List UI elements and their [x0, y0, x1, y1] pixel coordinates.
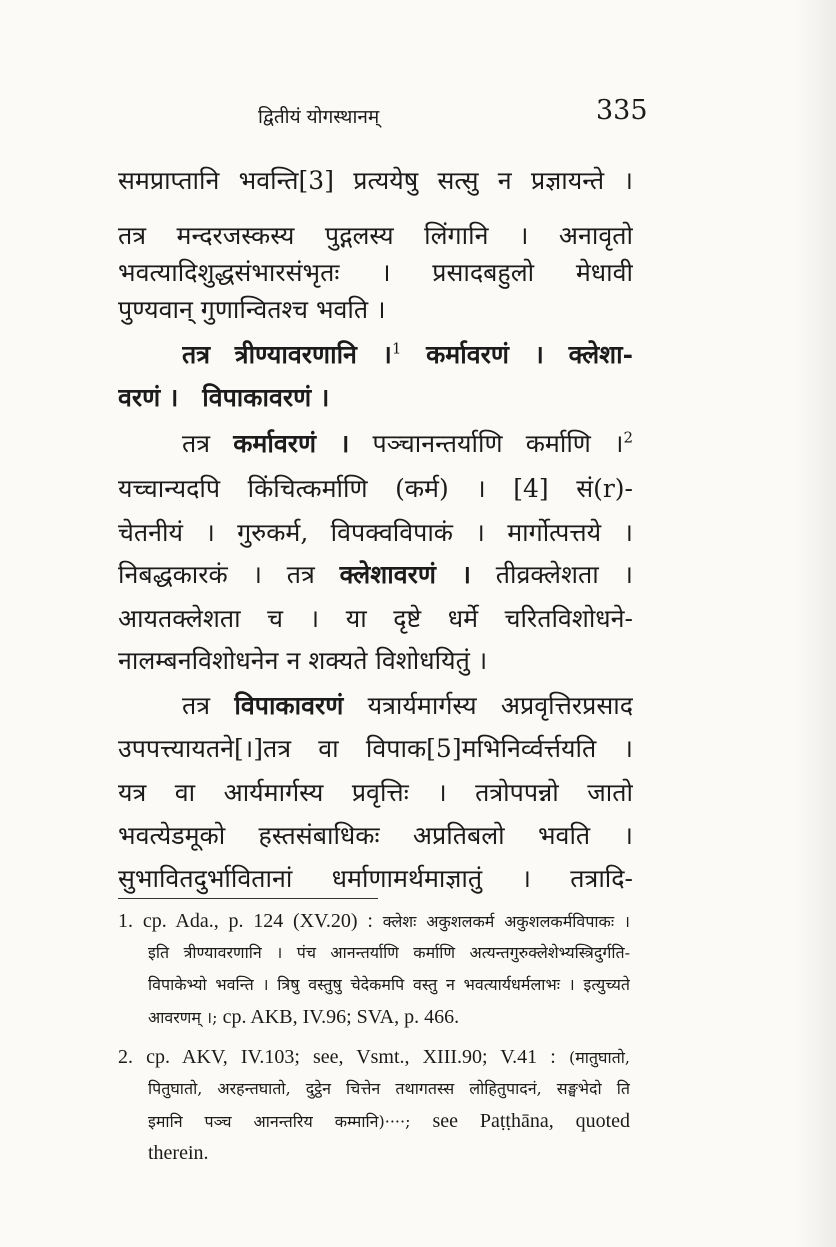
word: तत्र — [182, 429, 211, 458]
word: आवरणम् ।; — [148, 1008, 218, 1027]
footnote-1-line: विपाकेभ्यो भवन्ति । त्रिषु वस्तुषु चेदेकमपि वस्तु न भवत्यार्यधर्मलाभः । इत्युच्यते — [148, 975, 630, 994]
running-title: द्वितीयं योगस्थानम् — [258, 106, 380, 128]
word: वरणं । — [118, 383, 179, 412]
text-line — [182, 426, 633, 466]
text-line — [118, 380, 633, 420]
citation: cp. AKB, IV.96; SVA, p. 466. — [222, 1006, 460, 1028]
text-line: यत्र वा आर्यमार्गस्य प्रवृत्तिः । तत्रोपपन्नो जातो — [118, 778, 633, 807]
text-line: आयतक्लेशता च । या दृष्टे धर्मे चरितविशोधने- — [118, 604, 633, 633]
word: कर्मावरणं । — [233, 429, 350, 458]
text-line — [182, 337, 633, 377]
word: त्रीण्यावरणानि । — [234, 340, 392, 369]
word: क्लेशा- — [568, 340, 633, 369]
text-line: पुण्यवान् गुणान्वितश्च भवति । — [118, 295, 386, 324]
page-number: 335 — [596, 95, 648, 126]
footnote-ref-2: 2 — [623, 428, 633, 447]
footnote-2-line: पितुघातो, अरहन्तघातो, दुट्ठेन चित्तेन तथागतस्स लोहितुपादनं, सङ्घभेदो ति — [148, 1079, 630, 1098]
text-line: चेतनीयं । गुरुकर्म, विपक्वविपाकं । मार्गोत्पत्तये । — [118, 518, 633, 547]
word: क्लेशावरणं । — [339, 560, 471, 589]
text-line: उपपत्त्यायतने[।]तत्र वा विपाक[5]मभिनिर्व्वर्त्तयति । — [118, 734, 633, 763]
footnote-2-line — [118, 1042, 630, 1074]
word: (मातुघातो, — [568, 1048, 630, 1067]
word: पञ्चानन्तर्याणि कर्माणि । — [372, 429, 624, 458]
footnote-2-line — [148, 1106, 630, 1138]
word: तीव्रक्लेशता । — [495, 560, 633, 589]
word: क्लेशः अकुशलकर्म अकुशलकर्मविपाकः । — [382, 912, 630, 931]
text-line: भवत्येडमूको हस्तसंबाधिकः अप्रतिबलो भवति । — [118, 821, 633, 850]
footnote-1-line — [118, 906, 630, 938]
text-line: यच्चान्यदपि किंचित्कर्माणि (कर्म) । [4] सं(r)- — [118, 474, 633, 503]
page-edge-shadow — [796, 0, 836, 1247]
running-header — [0, 95, 836, 135]
footnote-1-line: इति त्रीण्यावरणानि । पंच आनन्तर्याणि कर्माणि अत्यन्तगुरुक्लेशेभ्यस्त्रिदुर्गति- — [148, 943, 630, 962]
text-line: भवत्यादिशुद्धसंभारसंभृतः । प्रसादबहुलो मेधावी — [118, 258, 633, 287]
citation: see Paṭṭhāna, quoted — [432, 1110, 630, 1132]
citation: cp. Ada., p. 124 (XV.20) : — [142, 910, 373, 932]
footnote-2-line — [148, 1138, 630, 1170]
footnote-1-line — [148, 1002, 630, 1034]
footnote-divider — [118, 898, 378, 899]
text-line — [118, 557, 633, 597]
citation: cp. AKV, IV.103; see, Vsmt., XIII.90; V.41 : — [146, 1046, 556, 1068]
text-line: समप्राप्तानि भवन्ति[3] प्रत्ययेषु सत्सु न प्रज्ञायन्ते । — [118, 166, 633, 195]
text-line: सुभावितदुर्भावितानां धर्माणामर्थमाज्ञातुं । तत्रादि- — [118, 864, 633, 893]
footnote-number: 1. — [118, 910, 133, 932]
word: तत्र — [182, 340, 211, 369]
footnote-ref-1: 1 — [391, 339, 402, 358]
word: विपाकावरणं — [234, 691, 344, 720]
word: यत्रार्यमार्गस्य अप्रवृत्तिरप्रसाद — [367, 691, 633, 720]
text-line — [182, 688, 633, 728]
citation: therein. — [148, 1142, 209, 1164]
word: विपाकावरणं । — [202, 383, 330, 412]
text-line: नालम्बनविशोधनेन न शक्यते विशोधयितुं । — [118, 646, 488, 675]
text-line: तत्र मन्दरजस्कस्य पुद्गलस्य लिंगानि । अनावृतो — [118, 221, 633, 250]
word: इमानि पञ्च आनन्तरिय कम्मानि)····; — [148, 1112, 411, 1131]
word: निबद्धकारकं । तत्र — [118, 560, 315, 589]
footnote-number: 2. — [118, 1046, 133, 1068]
word: तत्र — [182, 691, 211, 720]
word: कर्मावरणं । — [426, 340, 544, 369]
